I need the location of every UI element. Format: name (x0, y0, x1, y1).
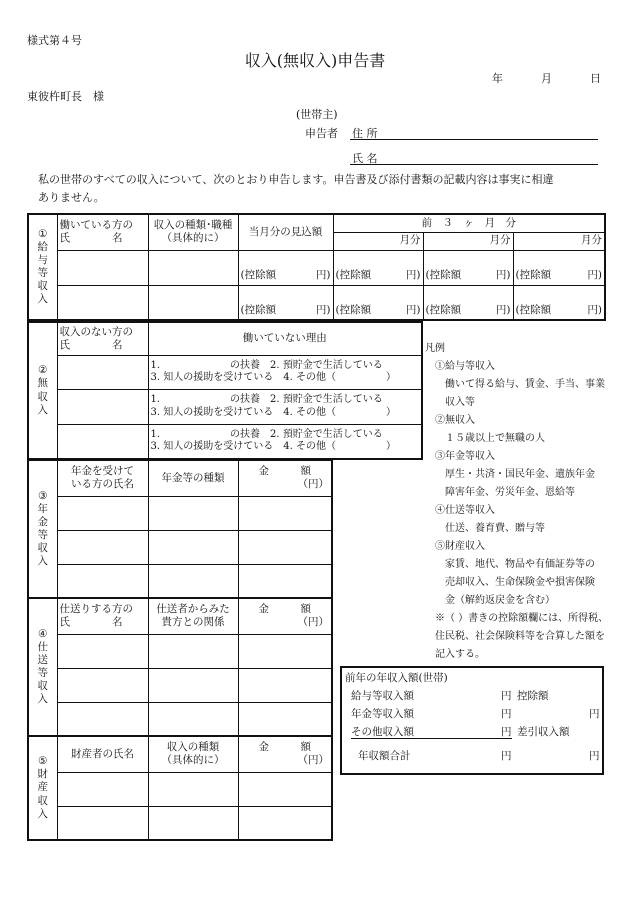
no-income-table (27, 321, 423, 460)
pension-person-cell[interactable] (57, 564, 148, 598)
property-amount-cell[interactable] (238, 772, 332, 806)
legend-text: 売却収入、生命保険金や損害保険 (445, 577, 595, 588)
property-type-header: 収入の種類 （具体的に） (148, 736, 238, 772)
date-year-label: 年 (492, 72, 503, 85)
other-total-label: その他収入額 (351, 726, 414, 738)
pension-type-cell[interactable] (148, 564, 238, 598)
month-cell-2[interactable]: 月分 (423, 232, 513, 250)
remittance-person-cell[interactable] (57, 634, 148, 668)
sum-divider (351, 738, 512, 739)
remittance-section-title: ④ 仕 送 等 収 入 (28, 598, 57, 736)
legend-note: 記入する。 (435, 649, 485, 660)
expected-amount-cell[interactable]: (控除額 円) (238, 250, 333, 285)
pension-amount-cell[interactable] (238, 496, 332, 530)
month3-amount-cell[interactable]: (控除額 円) (513, 250, 605, 285)
address-label: 住 所 (352, 127, 378, 140)
property-type-cell[interactable] (148, 806, 238, 840)
no-income-person-header: 収入のない方の 氏 名 (57, 322, 148, 355)
annual-total-label: 年収額合計 (358, 750, 411, 762)
other-total-yen[interactable]: 円 (501, 726, 512, 738)
date-month-label: 月 (541, 72, 552, 85)
property-amount-cell[interactable] (238, 806, 332, 840)
net-income-yen[interactable]: 円 (589, 750, 600, 762)
legend-note: 住民税、社会保険料等を合算した額を (435, 631, 605, 642)
salary-income-table (27, 213, 606, 321)
remittance-amount-header: 金 額 （円） (238, 598, 332, 634)
legend-item: ⑤財産収入 (435, 541, 485, 552)
legend-text: 収入等 (445, 397, 475, 408)
legend-item: ③年金等収入 (435, 451, 495, 462)
no-income-reason-cell[interactable]: 1. の扶養 2. 預貯金で生活している 3. 知人の援助を受けている 4. その他（ ） (148, 389, 422, 424)
salary-type-cell[interactable] (148, 250, 238, 285)
form-number: 様式第４号 (27, 34, 82, 47)
salary-type-header: 収入の種類･職種 （具体的に） (148, 214, 238, 250)
net-income-label: 差引収入額 (517, 726, 570, 738)
salary-type-cell[interactable] (148, 285, 238, 320)
remittance-person-cell[interactable] (57, 668, 148, 702)
month1-amount-cell[interactable]: (控除額 円) (333, 250, 423, 285)
address-field[interactable] (350, 139, 598, 140)
prev-year-income-box (340, 666, 604, 775)
expected-amount-cell[interactable]: (控除額 円) (238, 285, 333, 320)
salary-total-yen[interactable]: 円 (501, 690, 512, 702)
property-person-cell[interactable] (57, 772, 148, 806)
salary-total-label: 給与等収入額 (351, 690, 414, 702)
legend-text: 厚生・共済・国民年金、遺族年金 (445, 469, 595, 480)
salary-prev3-header: 前 ３ ヶ 月 分 (333, 214, 605, 232)
legend-text: 仕送、養育費、贈与等 (445, 523, 545, 534)
addressee: 東彼杵町長 様 (27, 90, 104, 103)
no-income-reason-cell[interactable]: 1. の扶養 2. 預貯金で生活している 3. 知人の援助を受けている 4. その他（ ） (148, 424, 422, 459)
remittance-amount-cell[interactable] (238, 634, 332, 668)
no-income-person-cell[interactable] (57, 424, 148, 459)
pension-amount-cell[interactable] (238, 530, 332, 564)
pension-person-cell[interactable] (57, 530, 148, 564)
remittance-relation-cell[interactable] (148, 702, 238, 736)
remittance-amount-cell[interactable] (238, 668, 332, 702)
legend (425, 340, 615, 664)
remittance-amount-cell[interactable] (238, 702, 332, 736)
salary-person-header: 働いている方の 氏 名 (57, 214, 148, 250)
pension-total-yen[interactable]: 円 (501, 708, 512, 720)
legend-text: 障害年金、労災年金、恩給等 (445, 487, 575, 498)
salary-person-cell[interactable] (57, 250, 148, 285)
applicant-label: 申告者 (305, 127, 338, 140)
property-amount-header: 金 額 （円） (238, 736, 332, 772)
property-section-title: ⑤ 財 産 収 入 (28, 736, 57, 840)
name-label: 氏 名 (352, 152, 378, 165)
month1-amount-cell[interactable]: (控除額 円) (333, 285, 423, 320)
remittance-relation-cell[interactable] (148, 634, 238, 668)
no-income-person-cell[interactable] (57, 389, 148, 424)
remittance-relation-cell[interactable] (148, 668, 238, 702)
pension-income-table (27, 459, 333, 599)
no-income-reason-header: 働いていない理由 (148, 322, 422, 355)
property-income-table (27, 735, 333, 841)
property-person-header: 財産者の氏名 (57, 736, 148, 772)
legend-item: ②無収入 (435, 415, 475, 426)
month-cell-1[interactable]: 月分 (333, 232, 423, 250)
no-income-section-title: ② 無 収 入 (28, 322, 57, 459)
no-income-person-cell[interactable] (57, 355, 148, 389)
remittance-person-cell[interactable] (57, 702, 148, 736)
remittance-person-header: 仕送りする方の 氏 名 (57, 598, 148, 634)
pension-person-cell[interactable] (57, 496, 148, 530)
pension-type-cell[interactable] (148, 530, 238, 564)
no-income-reason-cell[interactable]: 1. の扶養 2. 預貯金で生活している 3. 知人の援助を受けている 4. その他（ ） (148, 355, 422, 389)
pension-amount-cell[interactable] (238, 564, 332, 598)
pension-type-cell[interactable] (148, 496, 238, 530)
pension-section-title: ③ 年 金 等 収 入 (28, 460, 57, 598)
statement-line-2: ありません。 (38, 191, 105, 204)
deduction-label: 控除額 (517, 690, 549, 702)
pension-amount-header: 金 額 （円） (238, 460, 332, 496)
name-field[interactable] (350, 164, 598, 165)
legend-text: 働いて得る給与、賃金、手当、事業 (445, 379, 605, 390)
form-title: 収入(無収入)申告書 (244, 51, 386, 70)
pension-type-header: 年金等の種類 (148, 460, 238, 496)
property-type-cell[interactable] (148, 772, 238, 806)
month-cell-3[interactable]: 月分 (513, 232, 605, 250)
legend-item: ①給与等収入 (435, 361, 495, 372)
statement-line-1: 私の世帯のすべての収入について、次のとおり申告します。申告書及び添付書類の記載内容は事実に相違 (38, 173, 554, 186)
property-person-cell[interactable] (57, 806, 148, 840)
month2-amount-cell[interactable]: (控除額 円) (423, 250, 513, 285)
remittance-income-table (27, 597, 333, 737)
salary-section-title: ① 給 与 等 収 入 (28, 214, 57, 320)
date-day-label: 日 (590, 72, 601, 85)
remittance-relation-header: 仕送者からみた 貴方との関係 (148, 598, 238, 634)
legend-text: 金（解約返戻金を含む） (445, 595, 555, 606)
legend-note: ※（ ）書きの控除額欄には、所得税、 (435, 613, 609, 624)
month2-amount-cell[interactable]: (控除額 円) (423, 285, 513, 320)
pension-person-header: 年金を受けて いる方の氏名 (57, 460, 148, 496)
pension-total-label: 年金等収入額 (351, 708, 414, 720)
deduction-yen[interactable]: 円 (589, 708, 600, 720)
legend-item: ④仕送等収入 (435, 505, 495, 516)
salary-expected-header: 当月分の見込額 (238, 214, 333, 250)
legend-text: １５歳以上で無職の人 (445, 433, 545, 444)
annual-total-yen[interactable]: 円 (501, 750, 512, 762)
legend-text: 家賃、地代、物品や有価証券等の (445, 559, 595, 570)
salary-person-cell[interactable] (57, 285, 148, 320)
household-head-label: (世帯主) (296, 108, 338, 121)
prev-year-title: 前年の年収入額(世帯) (345, 672, 448, 684)
month3-amount-cell[interactable]: (控除額 円) (513, 285, 605, 320)
legend-heading: 凡例 (425, 343, 445, 354)
